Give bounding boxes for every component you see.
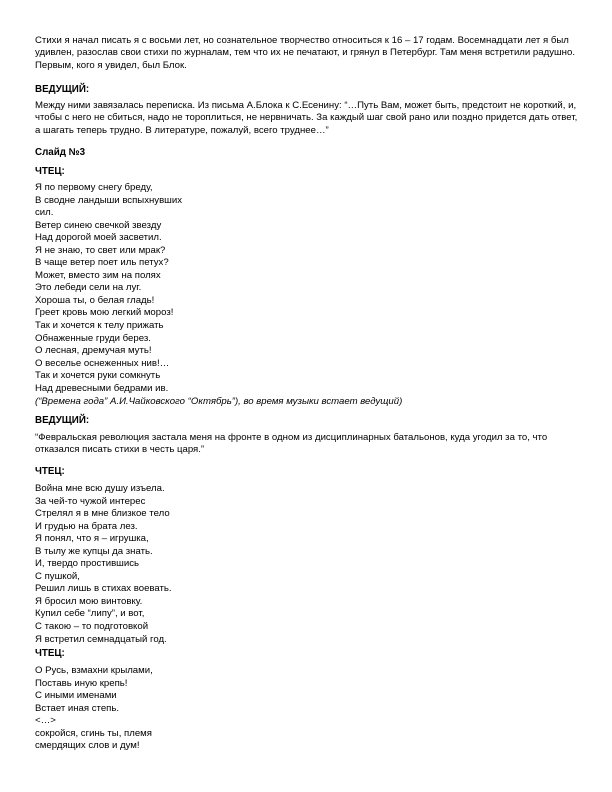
- heading-host-1: ВЕДУЩИЙ:: [35, 84, 90, 95]
- poem-line: В тылу же купцы да знать.: [35, 545, 153, 557]
- intro-paragraph: Стихи я начал писать я с восьми лет, но сознательное творчество относиться к 16 – 17 годам. Восемнадцати лет я был удивлен, разослав свои стихи по журналам, тем что их не печатают, и грянул в Петербург. Там меня встретили радушно. Первым, кого я увидел, был Блок.: [35, 35, 575, 71]
- poem-line: Поставь иную крепь!: [35, 677, 128, 689]
- poem-line: Ветер синею свечкой звезду: [35, 219, 162, 231]
- music-note: (“Времена года” А.И.Чайковского “Октябрь”), во время музыки встает ведущий): [35, 396, 403, 407]
- letter-paragraph: Между ними завязалась переписка. Из письма А.Блока к С.Есенину: “…Путь Вам, может быть, предстоит не короткий, и, чтобы с него не сбиться, надо не тороплиться, не нервничать. За каждый шаг свой рано или поздно придется дать ответ, а шагать теперь трудно. В литературе, пожалуй, всего труднее…”: [35, 100, 578, 136]
- poem-line: Решил лишь в стихах воевать.: [35, 583, 172, 595]
- heading-reader-3: ЧТЕЦ:: [35, 648, 65, 659]
- poem-line: С иными именами: [35, 690, 117, 702]
- poem-line: Я по первому снегу бреду,: [35, 182, 153, 193]
- poem-line: С пушкой,: [35, 570, 80, 582]
- heading-host-2: ВЕДУЩИЙ:: [35, 415, 90, 426]
- poem-line: Может, вместо зим на полях: [35, 269, 161, 281]
- poem-line: В чаще ветер поет иль петух?: [35, 257, 169, 269]
- revolution-paragraph: “Февральская революция застала меня на фронте в одном из дисциплинарных батальонов, куда угодил за то, что отказался писать стихи в честь царя.”: [35, 432, 548, 456]
- poem-line: Хороша ты, о белая гладь!: [35, 294, 155, 306]
- poem-line: И грудью на брата лез.: [35, 520, 138, 532]
- poem-line: Я не знаю, то свет или мрак?: [35, 244, 166, 256]
- poem-line: Стрелял я в мне близкое тело: [35, 508, 170, 520]
- poem-line: Купил себе “липу”, и вот,: [35, 608, 145, 620]
- poem-line: сил.: [35, 207, 54, 219]
- poem-line: Греет кровь мою легкий мороз!: [35, 307, 174, 319]
- slide-heading: Слайд №3: [35, 147, 86, 158]
- poem-line: В сводне ландыши вспыхнувших: [35, 194, 183, 206]
- poem-line: Так и хочется руки сомкнуть: [35, 370, 161, 382]
- poem-line: Я бросил мою винтовку.: [35, 595, 143, 607]
- poem-rus: [35, 665, 153, 753]
- poem-line: Над древесными бедрами ив.: [35, 382, 169, 394]
- poem-line: Война мне всю душу изъела.: [35, 483, 165, 494]
- poem-line: И, твердо простившись: [35, 558, 140, 570]
- poem-line: Так и хочется к телу прижать: [35, 320, 164, 332]
- poem-line: За чей-то чужой интерес: [35, 495, 146, 507]
- poem-line: О веселье оснеженных нив!…: [35, 357, 170, 369]
- poem-snow: [35, 182, 182, 395]
- poem-line: смердящих слов и дум!: [35, 740, 140, 752]
- poem-line: Встает иная степь.: [35, 702, 120, 714]
- poem-line: О Русь, взмахни крылами,: [35, 665, 153, 676]
- poem-line: Я понял, что я – игрушка,: [35, 533, 149, 545]
- poem-line: Это лебеди сели на луг.: [35, 282, 142, 294]
- poem-line: О лесная, дремучая муть!: [35, 345, 152, 357]
- heading-reader-1: ЧТЕЦ:: [35, 166, 65, 177]
- poem-line: сокройся, сгинь ты, племя: [35, 727, 152, 739]
- poem-line: С такою – то подготовкой: [35, 621, 149, 633]
- poem-line: <…>: [35, 715, 56, 727]
- poem-line: Обнаженные груди берез.: [35, 332, 151, 344]
- heading-reader-2: ЧТЕЦ:: [35, 466, 65, 477]
- poem-line: Я встретил семнадцатый год.: [35, 633, 167, 645]
- poem-war: [35, 483, 172, 646]
- poem-line: Над дорогой моей засветил.: [35, 232, 162, 244]
